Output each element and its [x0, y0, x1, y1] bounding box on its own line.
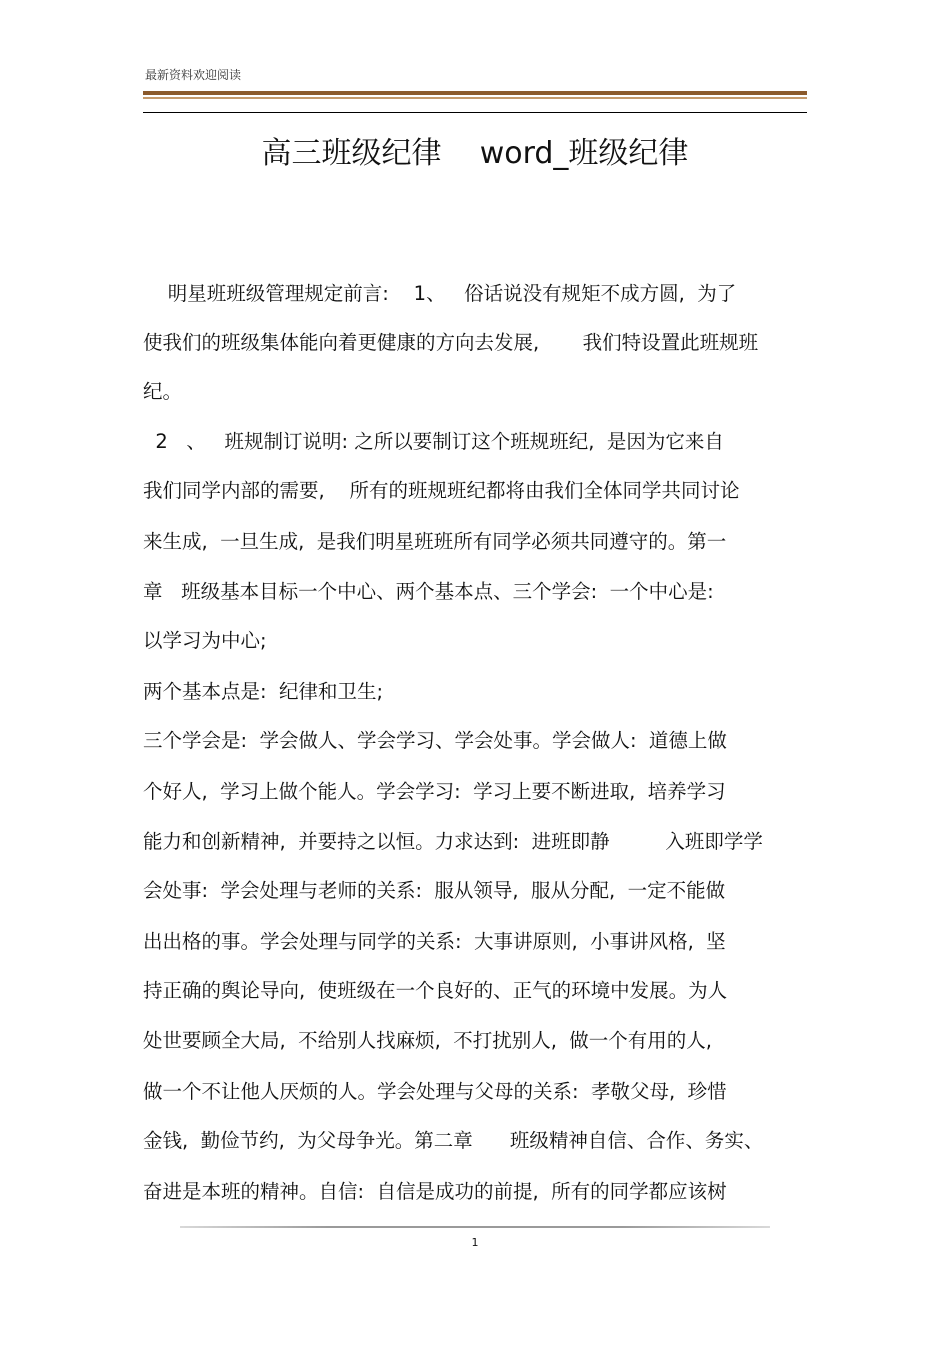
- body-line: 金钱, 勤俭节约, 为父母争光。第二章 班级精神自信、合作、务实、: [143, 1129, 764, 1152]
- body-line: 个好人, 学习上做个能人。学会学习: 学习上要不断进取, 培养学习: [143, 780, 726, 803]
- body-line: 奋进是本班的精神。自信: 自信是成功的前提, 所有的同学都应该树: [143, 1180, 727, 1203]
- header-rule-thick: [143, 91, 807, 95]
- body-line: 两个基本点是: 纪律和卫生;: [143, 680, 384, 703]
- header-caption: 最新资料欢迎阅读: [145, 68, 242, 82]
- body-line: 处世要顾全大局, 不给别人找麻烦, 不打扰别人, 做一个有用的人,: [143, 1029, 712, 1052]
- body-line: 持正确的舆论导向, 使班级在一个良好的、正气的环境中发展。为人: [143, 979, 728, 1002]
- body-line: 章 班级基本目标一个中心、两个基本点、三个学会: 一个中心是:: [143, 580, 714, 603]
- body-line: 2 、 班规制订说明: 之所以要制订这个班规班纪, 是因为它来自: [143, 430, 724, 453]
- body-line: 三个学会是: 学会做人、学会学习、学会处事。学会做人: 道德上做: [143, 729, 727, 752]
- body-line: 来生成, 一旦生成, 是我们明星班班所有同学必须共同遵守的。第一: [143, 530, 727, 553]
- body-line: 以学习为中心;: [143, 629, 267, 652]
- body-line: 会处事: 学会处理与老师的关系: 服从领导, 服从分配, 一定不能做: [143, 879, 726, 902]
- header-rule-black: [143, 112, 807, 113]
- body-line: 明星班班级管理规定前言: 1、 俗话说没有规矩不成方圆, 为了: [143, 282, 737, 305]
- body-line: 出出格的事。学会处理与同学的关系: 大事讲原则, 小事讲风格, 坚: [143, 930, 726, 953]
- footer-rule: [180, 1226, 770, 1228]
- page-number: 1: [471, 1236, 479, 1249]
- body-line: 做一个不让他人厌烦的人。学会处理与父母的关系: 孝敬父母, 珍惜: [143, 1080, 727, 1103]
- body-line: 使我们的班级集体能向着更健康的方向去发展, 我们特设置此班规班: [143, 331, 759, 354]
- header-rule-thin: [143, 97, 807, 99]
- body-line: 能力和创新精神, 并要持之以恒。力求达到: 进班即静 入班即学学: [143, 830, 763, 853]
- document-title: 高三班级纪律 word_班级纪律: [261, 136, 689, 171]
- body-line: 纪。: [143, 380, 183, 403]
- body-line: 我们同学内部的需要, 所有的班规班纪都将由我们全体同学共同讨论: [143, 479, 740, 502]
